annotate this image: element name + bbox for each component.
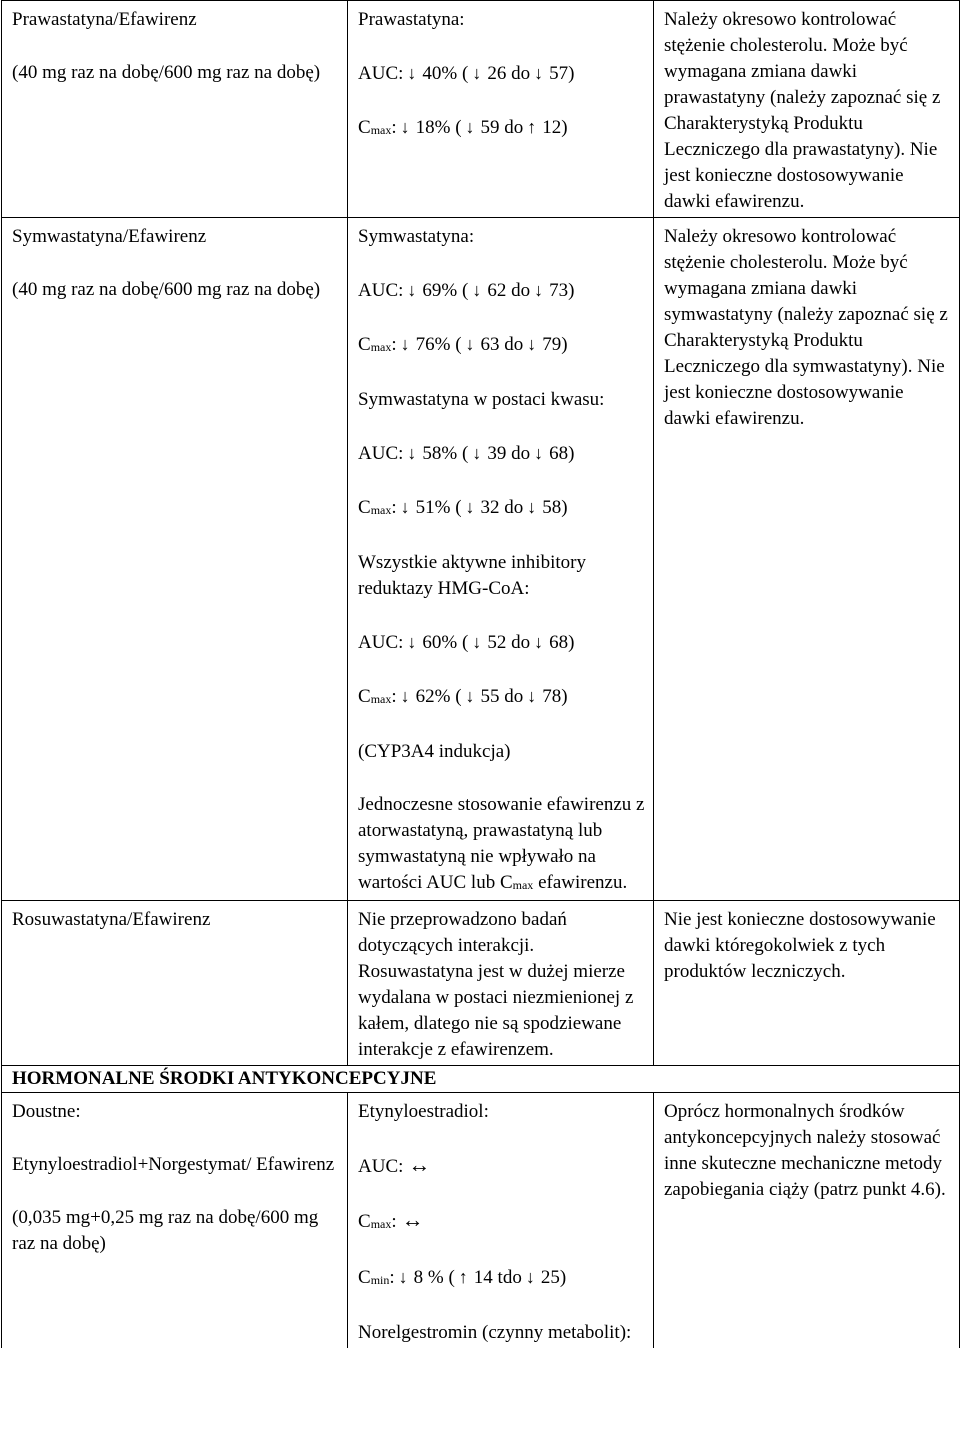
table-row (2, 1, 960, 218)
acid-cmax-line: $C_{max}$: ↓ 51% ( ↓ 32 do ↓ 58) (358, 494, 645, 523)
all-cmax-line: $C_{max}$: ↓ 62% ( ↓ 55 do ↓ 78) (358, 683, 645, 712)
arrow-down-icon: ↓ (407, 63, 417, 83)
arrow-down-icon: ↓ (465, 686, 475, 706)
arrow-down-icon: ↓ (525, 1267, 535, 1287)
acid-title: Symwastatyna w postaci kwasu: (358, 389, 605, 410)
arrow-down-icon: ↓ (527, 686, 537, 706)
arrow-down-icon: ↓ (472, 443, 482, 463)
effect-cell (348, 1, 654, 218)
mechanism-text: (CYP3A4 indukcja) (358, 741, 511, 762)
effect-title: Prawastatyna: (358, 9, 465, 30)
interaction-table (1, 0, 960, 1348)
arrow-down-icon: ↓ (465, 117, 475, 137)
section-heading-text: HORMONALNE ŚRODKI ANTYKONCEPCYJNE (12, 1068, 437, 1089)
arrow-down-icon: ↓ (472, 280, 482, 300)
section-heading (2, 1066, 960, 1093)
arrow-down-icon: ↓ (534, 632, 544, 652)
cmax-line: $C_{max}$: ↔ (358, 1207, 424, 1232)
arrow-down-icon: ↓ (400, 334, 410, 354)
arrow-down-icon: ↓ (472, 632, 482, 652)
drug-name: Symwastatyna/Efawirenz (12, 226, 207, 247)
effect-cell (348, 218, 654, 901)
arrow-down-icon: ↓ (400, 497, 410, 517)
arrow-down-icon: ↓ (534, 280, 544, 300)
arrow-down-icon: ↓ (398, 1267, 408, 1287)
cmin-line: $C_{min}$: ↓ 8 % ( ↑ 14 tdo ↓ 25) (358, 1264, 645, 1293)
recommendation-cell (654, 1093, 960, 1349)
acid-auc-line: AUC: ↓ 58% ( ↓ 39 do ↓ 68) (358, 440, 645, 467)
table-row (2, 1093, 960, 1349)
arrow-down-icon: ↓ (534, 443, 544, 463)
effect-title: Symwastatyna: (358, 226, 475, 247)
arrow-up-icon: ↑ (527, 117, 537, 137)
note-text: Jednoczesne stosowanie efawirenzu z atorwastatyną, prawastatyną lub symwastatyną nie wpływało na wartości AUC lub $C_{max}$ efawirenzu. (358, 794, 645, 893)
arrow-down-icon: ↓ (407, 632, 417, 652)
arrow-down-icon: ↓ (400, 117, 410, 137)
arrow-down-icon: ↓ (527, 497, 537, 517)
drug-name: Rosuwastatyna/Efawirenz (12, 909, 211, 930)
arrow-down-icon: ↓ (527, 334, 537, 354)
cmax-line: $C_{max}$: ↓ 18% ( ↓ 59 do ↑ 12) (358, 114, 645, 143)
section-row (2, 1066, 960, 1093)
all-inhibitors-title: Wszystkie aktywne inhibitory reduktazy HMG-CoA: (358, 552, 586, 599)
auc-line: AUC: ↓ 69% ( ↓ 62 do ↓ 73) (358, 277, 645, 304)
drug-name: Etynyloestradiol+Norgestymat/ Efawirenz (12, 1154, 335, 1175)
no-change-arrow-icon: ↔ (408, 1152, 431, 1177)
effect-cell (348, 1093, 654, 1349)
auc-line: AUC: ↓ 40% ( ↓ 26 do ↓ 57) (358, 60, 645, 87)
route-label: Doustne: (12, 1101, 81, 1122)
arrow-down-icon: ↓ (465, 334, 475, 354)
norelgestromin-title: Norelgestromin (czynny metabolit): (358, 1322, 632, 1343)
table-row (2, 901, 960, 1066)
drug-dose: (0,035 mg+0,25 mg raz na dobę/600 mg raz na dobę) (12, 1207, 319, 1254)
arrow-down-icon: ↓ (400, 686, 410, 706)
table-row (2, 218, 960, 901)
recommendation-text: Nie jest konieczne dostosowywanie dawki któregokolwiek z tych produktów leczniczych. (664, 909, 936, 982)
drug-cell (2, 1, 348, 218)
arrow-up-icon: ↑ (458, 1267, 468, 1287)
effect-title: Etynyloestradiol: (358, 1101, 489, 1122)
drug-cell (2, 218, 348, 901)
arrow-down-icon: ↓ (407, 280, 417, 300)
cmax-line: $C_{max}$: ↓ 76% ( ↓ 63 do ↓ 79) (358, 331, 645, 360)
drug-dose: (40 mg raz na dobę/600 mg raz na dobę) (12, 62, 321, 83)
recommendation-text: Oprócz hormonalnych środków antykoncepcyjnych należy stosować inne skuteczne mechaniczne metody zapobiegania ciąży (patrz punkt 4.6). (664, 1101, 946, 1200)
all-auc-line: AUC: ↓ 60% ( ↓ 52 do ↓ 68) (358, 629, 645, 656)
drug-name: Prawastatyna/Efawirenz (12, 9, 197, 30)
arrow-down-icon: ↓ (472, 63, 482, 83)
recommendation-cell (654, 1, 960, 218)
recommendation-cell (654, 218, 960, 901)
arrow-down-icon: ↓ (534, 63, 544, 83)
arrow-down-icon: ↓ (407, 443, 417, 463)
effect-text: Nie przeprowadzono badań dotyczących interakcji. Rosuwastatyna jest w dużej mierze wydalana w postaci niezmienionej z kałem, dlatego nie są spodziewane interakcje z efawirenzem. (358, 909, 634, 1060)
no-change-arrow-icon: ↔ (401, 1207, 424, 1232)
effect-cell (348, 901, 654, 1066)
auc-line: AUC: ↔ (358, 1152, 431, 1177)
recommendation-cell (654, 901, 960, 1066)
drug-cell (2, 1093, 348, 1349)
drug-dose: (40 mg raz na dobę/600 mg raz na dobę) (12, 279, 321, 300)
drug-cell (2, 901, 348, 1066)
recommendation-text: Należy okresowo kontrolować stężenie cholesterolu. Może być wymagana zmiana dawki symwastatyny (należy zapoznać się z Charakterystyką Produktu Leczniczego dla symwastatyny). Nie jest konieczne dostosowywanie dawki efawirenzu. (664, 226, 948, 429)
recommendation-text: Należy okresowo kontrolować stężenie cholesterolu. Może być wymagana zmiana dawki prawastatyny (należy zapoznać się z Charakterystyką Produktu Leczniczego dla prawastatyny). Nie jest konieczne dostosowywanie dawki efawirenzu. (664, 9, 941, 212)
arrow-down-icon: ↓ (465, 497, 475, 517)
